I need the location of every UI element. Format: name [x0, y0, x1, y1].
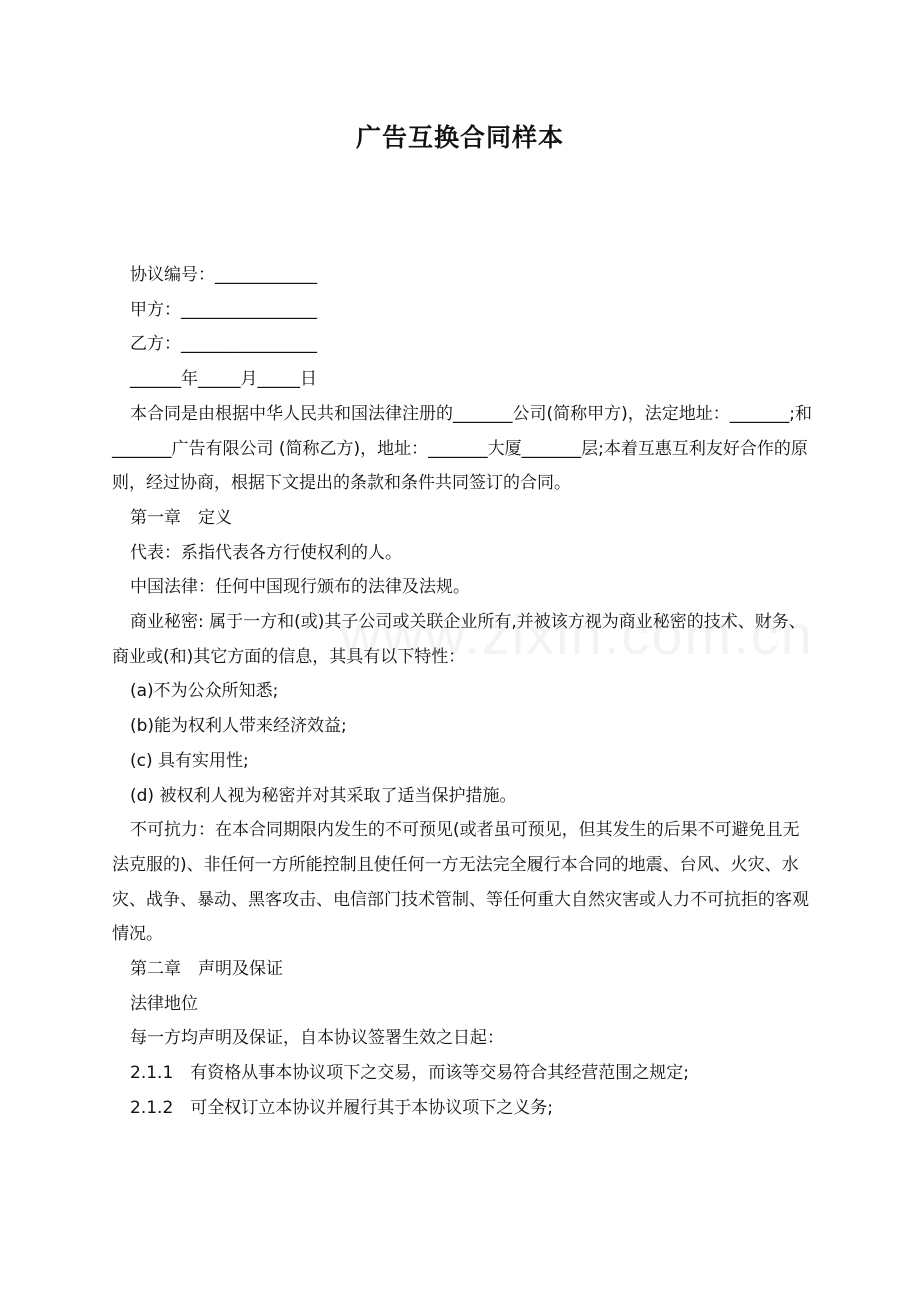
list-item: (a)不为公众所知悉; [130, 681, 279, 702]
body-paragraph: 每一方均声明及保证，自本协议签署生效之日起： [130, 1028, 504, 1049]
definition-paragraph: 中国法律：任何中国现行颁布的法律及法规。 [130, 577, 470, 598]
definition-paragraph: 代表：系指代表各方行使权利的人。 [130, 542, 402, 563]
list-item: (d) 被权利人视为秘密并对其采取了适当保护措施。 [130, 785, 517, 806]
preamble-paragraph: 本合同是由根据中华人民共和国法律注册的_______公司(简称甲方)，法定地址：_______;和_______广告有限公司 (简称乙方)，地址：_______大厦_______层;本着互惠互利友好合作的原则，经过协商，根据下文提出的条款和条件共同签订的合同。 [112, 403, 812, 494]
party-a-line: 甲方：________________ [130, 299, 317, 320]
date-line: ______年_____月_____日 [130, 369, 317, 390]
list-item: (b)能为权利人带来经济效益; [130, 716, 347, 737]
document-title: 广告互换合同样本 [355, 123, 564, 152]
clause-item: 2.1.2 可全权订立本协议并履行其于本协议项下之义务; [130, 1097, 553, 1118]
party-b-line: 乙方：________________ [130, 334, 317, 355]
clause-item: 2.1.1 有资格从事本协议项下之交易，而该等交易符合其经营范围之规定; [130, 1063, 689, 1084]
definition-paragraph: 不可抗力：在本合同期限内发生的不可预见(或者虽可预见，但其发生的后果不可避免且无法克服的)、非任何一方所能控制且使任何一方无法完全履行本合同的地震、台风、火灾、水灾、战争、暴动、黑客攻击、电信部门技术管制、等任何重大自然灾害或人力不可抗拒的客观情况。 [112, 820, 809, 945]
document-body [112, 258, 812, 1126]
section-heading: 法律地位 [130, 993, 198, 1014]
chapter-heading: 第一章 定义 [130, 507, 232, 528]
agreement-number-line: 协议编号：____________ [130, 265, 317, 285]
definition-paragraph: 商业秘密: 属于一方和(或)其子公司或关联企业所有,并被该方视为商业秘密的技术、财务、商业或(和)其它方面的信息，其具有以下特性： [112, 612, 806, 667]
list-item: (c) 具有实用性; [130, 750, 249, 771]
chapter-heading: 第二章 声明及保证 [130, 959, 283, 980]
